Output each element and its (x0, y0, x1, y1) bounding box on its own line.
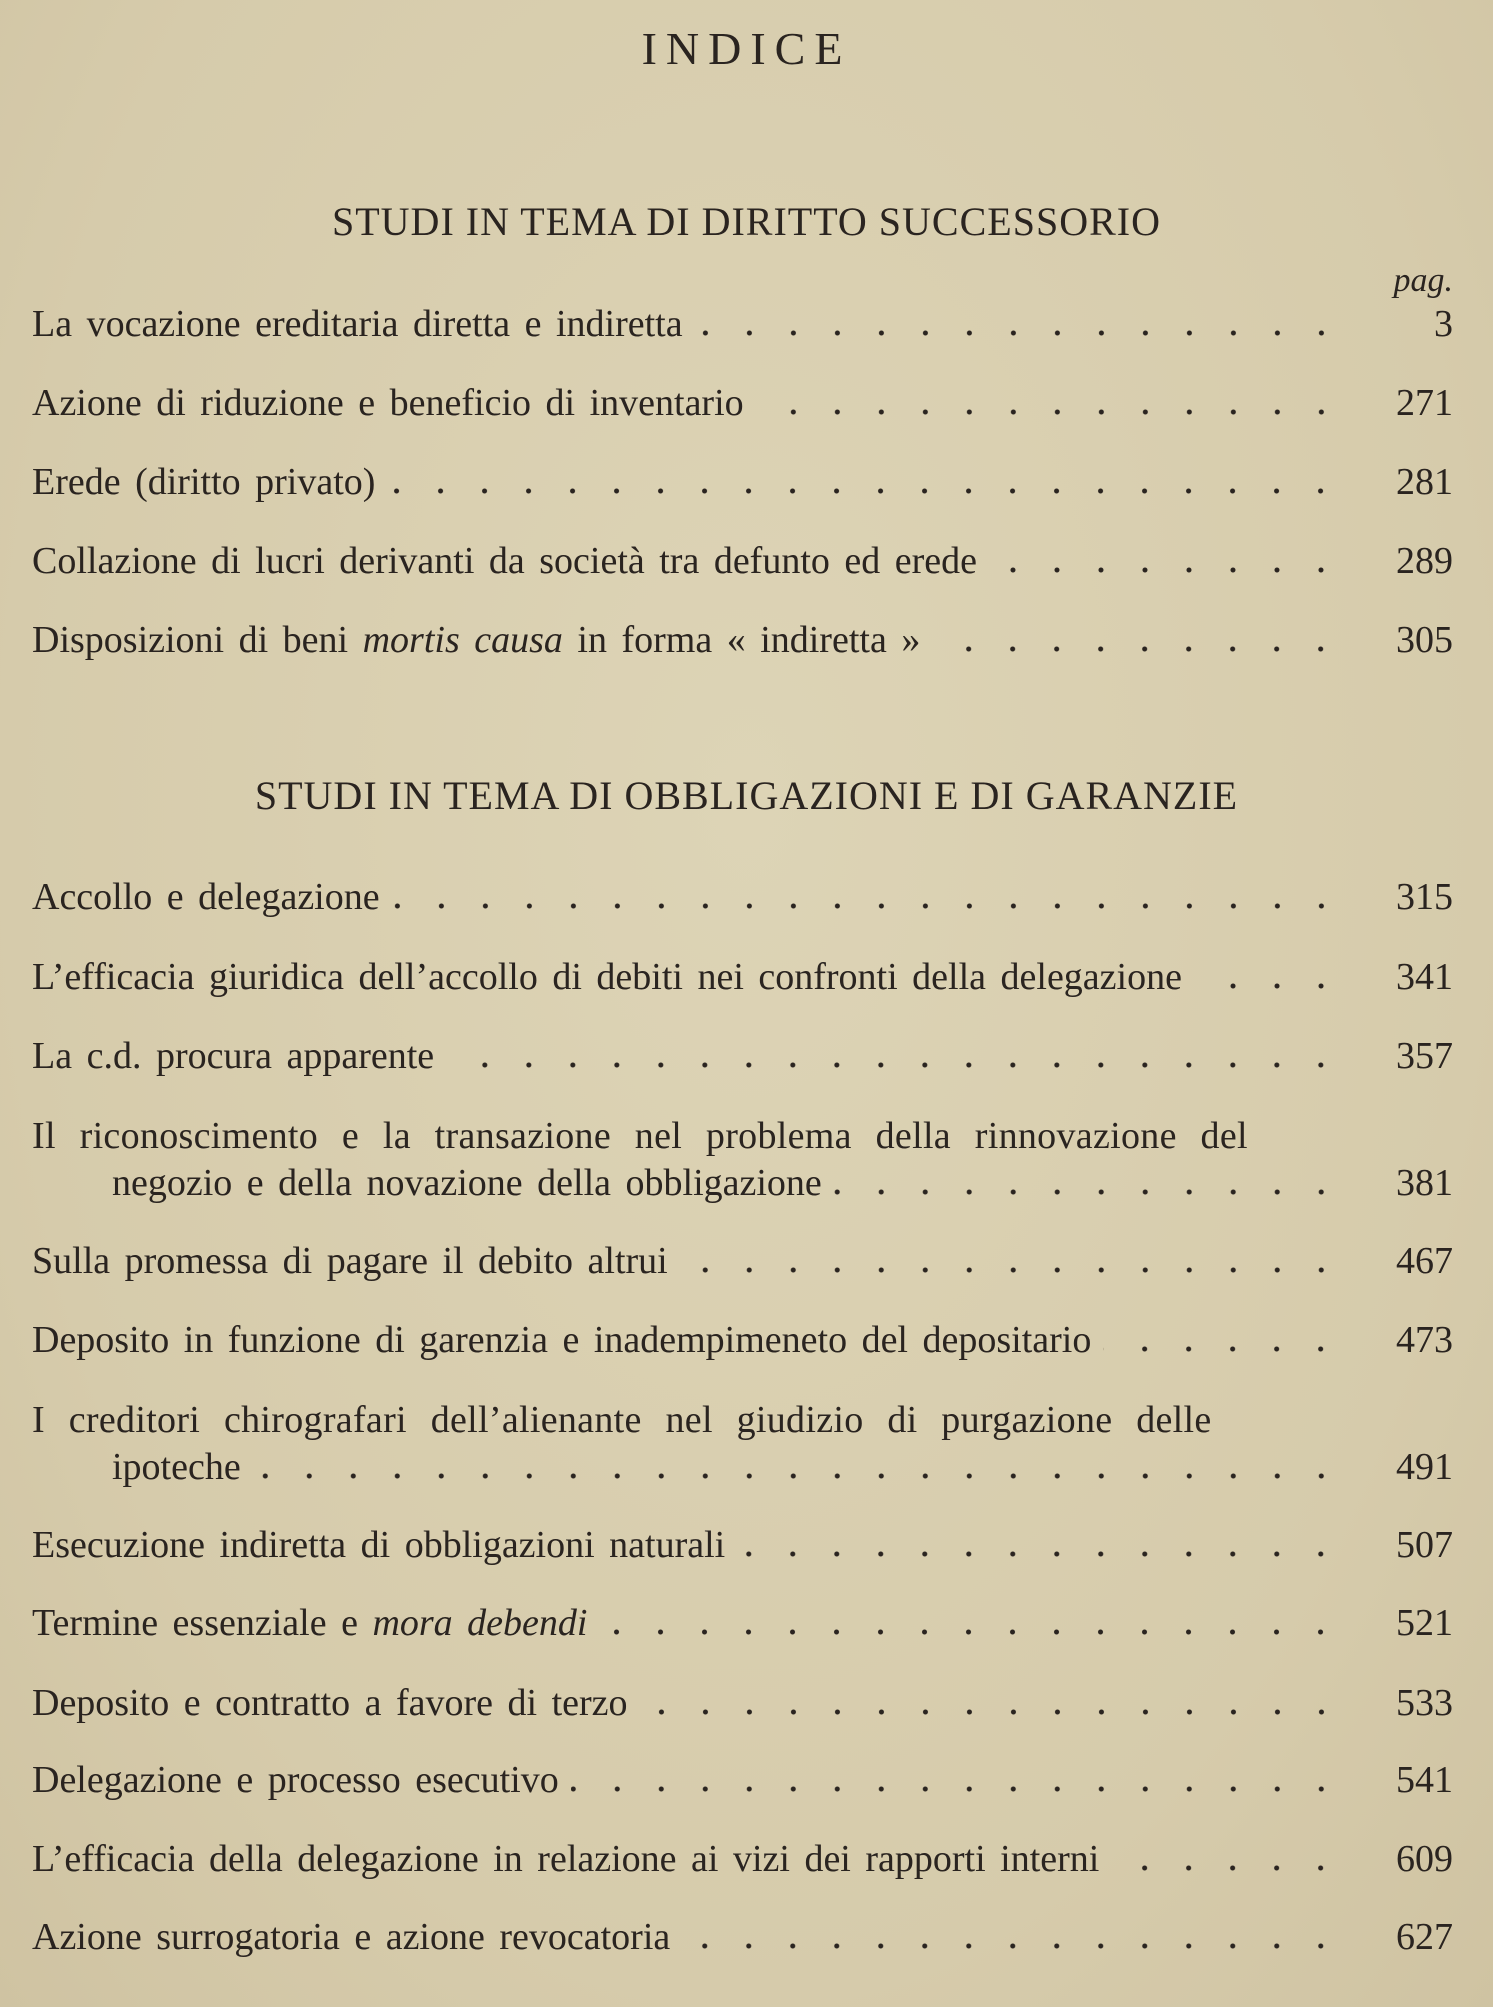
entry-page: 381 (1396, 1162, 1453, 1204)
toc-entry[interactable] (32, 539, 1453, 583)
leader-dots (387, 488, 1343, 494)
entry-title: Erede (diritto privato) (32, 461, 376, 503)
entry-page: 541 (1396, 1759, 1453, 1801)
leader-dots (599, 1629, 1343, 1635)
entry-title: La vocazione ereditaria diretta e indiretta (32, 303, 683, 345)
leader-dots (571, 1786, 1343, 1792)
section-heading-successorio: STUDI IN TEMA DI DIRITTO SUCCESSORIO (331, 199, 1161, 244)
entry-title: Collazione di lucri derivanti da società tra defunto ed erede (32, 540, 978, 582)
toc-entry[interactable] (32, 1601, 1453, 1645)
entry-title: Azione di riduzione e beneficio di inventario (32, 382, 744, 424)
entry-title (32, 1601, 587, 1645)
toc-entry[interactable] (32, 1239, 1453, 1283)
entry-title: L’efficacia della delegazione in relazione ai vizi dei rapporti interni (32, 1838, 1100, 1880)
toc-entry[interactable] (32, 1114, 1453, 1205)
leader-dots (834, 1189, 1343, 1195)
entry-page: 3 (1434, 303, 1453, 345)
toc-entry[interactable] (32, 302, 1453, 346)
entry-title: Azione surrogatoria e azione revocatoria (32, 1916, 671, 1958)
toc-entry[interactable] (32, 1758, 1453, 1802)
entry-page: 521 (1396, 1602, 1453, 1644)
leader-dots (932, 646, 1343, 652)
leader-dots (446, 1062, 1343, 1068)
entry-title (32, 618, 920, 662)
entry-page: 507 (1396, 1524, 1453, 1566)
entry-page: 315 (1396, 876, 1453, 918)
entry-title: Deposito in funzione di garenzia e inadempimeneto del depositario (32, 1319, 1092, 1361)
entry-title-line1: Il riconoscimento e la transazione nel problema della rinnovazione del (32, 1115, 1248, 1157)
leader-dots (1194, 983, 1343, 989)
toc-entry[interactable] (32, 460, 1453, 504)
entry-page: 281 (1396, 461, 1453, 503)
entry-title-line1: I creditori chirografari dell’alienante nel giudizio di purgazione delle (32, 1399, 1212, 1441)
toc-entry[interactable] (32, 1318, 1453, 1362)
toc-entry[interactable] (32, 875, 1453, 919)
toc-entry[interactable] (32, 381, 1453, 425)
toc-entry[interactable] (32, 955, 1453, 999)
leader-dots (682, 1943, 1343, 1949)
toc-entry[interactable] (32, 618, 1453, 662)
toc-entry[interactable] (32, 1398, 1453, 1489)
entry-page: 289 (1396, 540, 1453, 582)
entry-title: Sulla promessa di pagare il debito altrui (32, 1240, 668, 1282)
leader-dots (253, 1473, 1343, 1479)
leader-dots (640, 1709, 1343, 1715)
entry-title-line2: ipoteche (112, 1446, 241, 1488)
toc-entry[interactable] (32, 1915, 1453, 1959)
entry-page: 533 (1396, 1682, 1453, 1724)
entry-title: Delegazione e processo esecutivo (32, 1759, 559, 1801)
entry-page: 467 (1396, 1240, 1453, 1282)
toc-entry[interactable] (32, 1034, 1453, 1078)
entry-page: 473 (1396, 1319, 1453, 1361)
leader-dots (737, 1551, 1343, 1557)
page-title: INDICE (641, 23, 852, 74)
entry-title-italic: mortis causa (362, 619, 563, 661)
leader-dots (680, 1267, 1343, 1273)
page-column-label: pag. (1393, 262, 1453, 299)
leader-dots (756, 409, 1343, 415)
leader-dots (392, 903, 1343, 909)
toc-entry[interactable] (32, 1681, 1453, 1725)
entry-page: 305 (1396, 619, 1453, 661)
entry-title-part: in forma « indiretta » (562, 619, 921, 661)
entry-title-part: Termine essenziale e (32, 1602, 373, 1644)
entry-title: L’efficacia giuridica dell’accollo di debiti nei confronti della delegazione (32, 956, 1182, 998)
entry-title: Esecuzione indiretta di obbligazioni naturali (32, 1524, 726, 1566)
entry-page: 357 (1396, 1035, 1453, 1077)
toc-entry[interactable] (32, 1837, 1453, 1881)
entry-page: 341 (1396, 956, 1453, 998)
leader-dots (1111, 1865, 1343, 1871)
leader-dots (1103, 1346, 1343, 1352)
toc-entry[interactable] (32, 1523, 1453, 1567)
entry-title-line2: negozio e della novazione della obbligazione (112, 1162, 822, 1204)
entry-page: 491 (1396, 1446, 1453, 1488)
entry-title: Accollo e delegazione (32, 876, 380, 918)
section-heading-obbligazioni: STUDI IN TEMA DI OBBLIGAZIONI E DI GARANZIE (254, 773, 1239, 818)
leader-dots (695, 330, 1343, 336)
entry-title-part: Disposizioni di beni (32, 619, 363, 661)
entry-page: 627 (1396, 1916, 1453, 1958)
entry-page: 609 (1396, 1838, 1453, 1880)
leader-dots (989, 567, 1343, 573)
entry-page: 271 (1396, 382, 1453, 424)
entry-title: La c.d. procura apparente (32, 1035, 435, 1077)
entry-title-italic: mora debendi (372, 1602, 588, 1644)
entry-title: Deposito e contratto a favore di terzo (32, 1682, 628, 1724)
